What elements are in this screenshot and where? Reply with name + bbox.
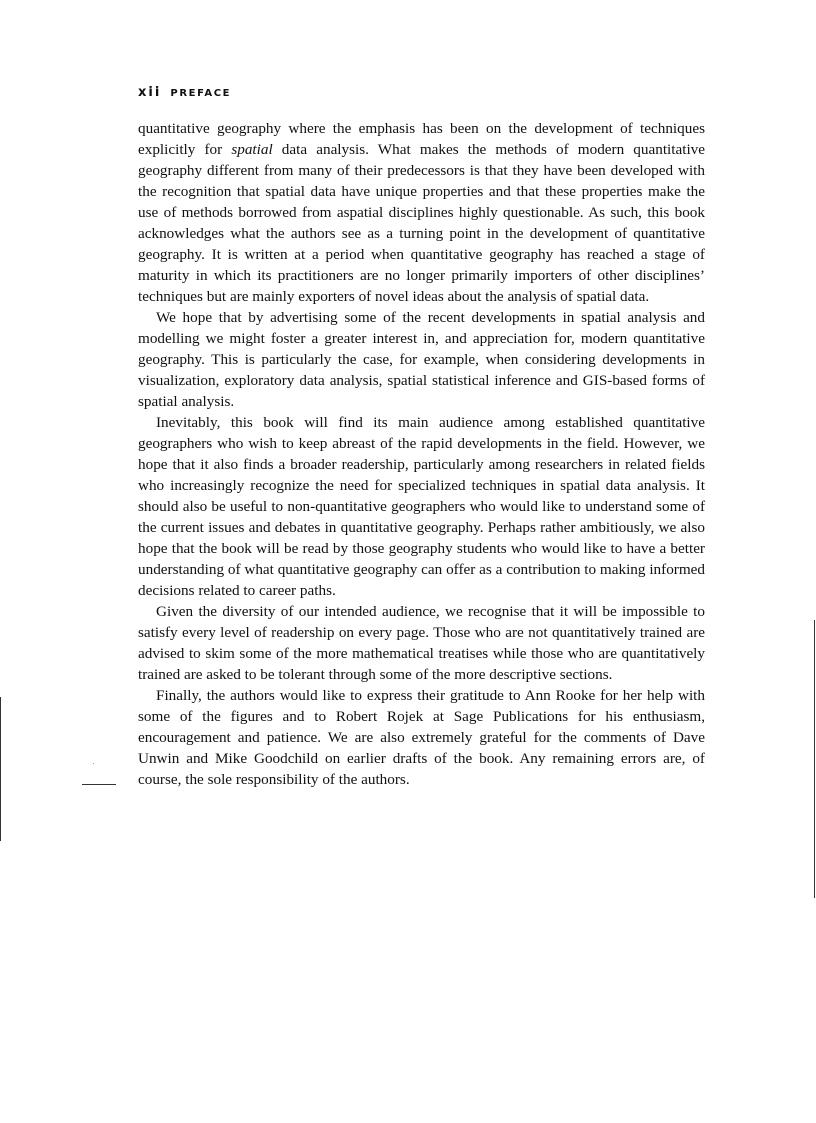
running-head xyxy=(138,81,231,100)
body-text xyxy=(138,118,705,790)
paragraph-5: Finally, the authors would like to express their gratitude to Ann Rooke for her help with some of the figures and to Robert Rojek at Sage Publications for his enthusiasm, encouragement and patience. We are also extremely grateful for the comments of Dave Unwin and Mike Goodchild on earlier drafts of the book. Any remaining errors are, of course, the sole responsibility of the authors. xyxy=(138,687,705,788)
paragraph-4: Given the diversity of our intended audience, we recognise that it will be impossible to satisfy every level of readership on every page. Those who are not quantitatively trained are advised to skim some of the more mathematical treatises while those who are quantitatively trained are asked to be tolerant through some of the more descriptive sections. xyxy=(138,603,705,683)
paragraph-1 xyxy=(138,118,705,307)
crop-mark-left xyxy=(0,697,1,841)
paragraph-1-end: data analysis. What makes the methods of modern quantitative geography different from many of their predecessors is that they have been developed with the recognition that spatial data have unique properties and that these properties make the use of methods borrowed from aspatial disciplines highly questionable. As such, this book acknowledges what the authors see as a turning point in the development of quantitative geography. It is written at a period when quantitative geography has reached a stage of maturity in which its practitioners are no longer primarily importers of other disciplines’ techniques but are mainly exporters of novel ideas about the analysis of spatial data. xyxy=(138,141,705,305)
crop-mark-horizontal xyxy=(82,784,116,785)
crop-mark-dot xyxy=(93,763,94,764)
emphasis-spatial: spatial xyxy=(231,141,273,158)
paragraph-3: Inevitably, this book will find its main audience among established quantitative geographers who wish to keep abreast of the rapid developments in the field. However, we hope that it also finds a broader readership, particularly among researchers in related fields who increasingly recognize the need for specialized techniques in spatial data analysis. It should also be useful to non-quantitative geographers who would like to understand some of the current issues and debates in quantitative geography. Perhaps rather ambitiously, we also hope that the book will be read by those geography students who would like to have a better understanding of what quantitative geography can offer as a contribution to making informed decisions related to career paths. xyxy=(138,414,705,599)
paragraph-1-start: quantitative geography where the emphasis has been on the development of techniques explicitly for xyxy=(138,120,705,158)
paragraph-2: We hope that by advertising some of the recent developments in spatial analysis and modelling we might foster a greater interest in, and appreciation for, modern quantitative geography. This is particularly the case, for example, when considering developments in visualization, exploratory data analysis, spatial statistical inference and GIS-based forms of spatial analysis. xyxy=(138,309,705,410)
section-title: PREFACE xyxy=(170,88,232,99)
crop-mark-right xyxy=(814,620,815,898)
page-number: xii xyxy=(138,85,162,100)
